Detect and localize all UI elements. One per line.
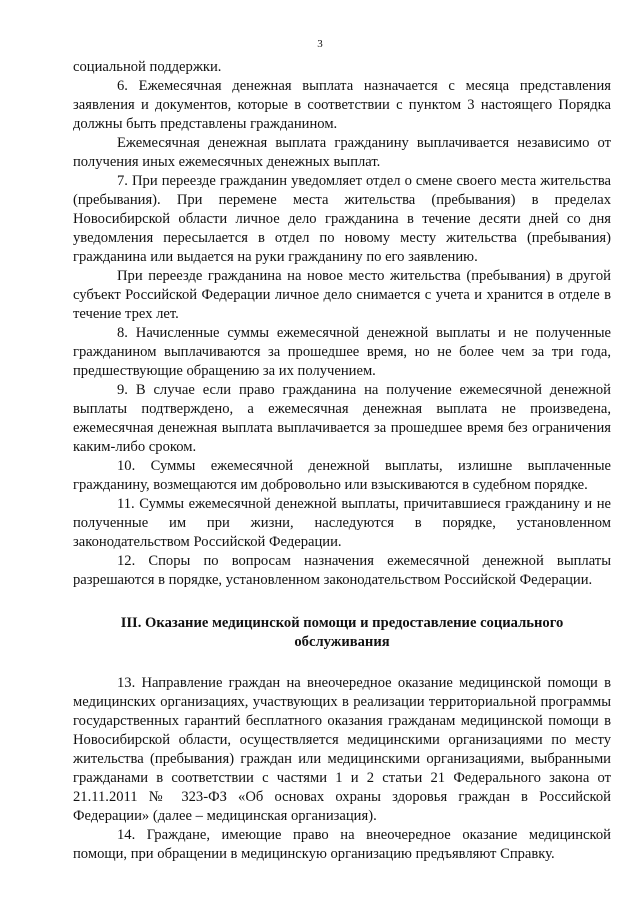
paragraph-7-addendum: При переезде гражданина на новое место жительства (пребывания) в другой субъект Российской Федерации личное дело снимается с учета и хранится в отделе в течение трех лет. (73, 268, 611, 322)
document-body (73, 58, 611, 864)
section-heading: III. Оказание медицинской помощи и предоставление социального обслуживания (120, 615, 564, 650)
paragraph-13: 13. Направление граждан на внеочередное оказание медицинской помощи в медицинских организациях, участвующих в реализации территориальной программы государственных гарантий бесплатного оказания гражданам медицинской помощи в Новосибирской области, осуществляется медицинскими организациями по месту жительства (пребывания) граждан или медицинскими организациями, выбранными гражданами в соответствии с частями 1 и 2 статьи 21 Федерального закона от 21.11.2011 № 323-ФЗ «Об основах охраны здоровья граждан в Российской Федерации» (далее – медицинская организация). (73, 675, 611, 824)
paragraph-6-addendum: Ежемесячная денежная выплата гражданину выплачивается независимо от получения иных ежемесячных денежных выплат. (73, 135, 611, 170)
paragraph-6: 6. Ежемесячная денежная выплата назначается с месяца представления заявления и документов, которые в соответствии с пунктом 3 настоящего Порядка должны быть представлены гражданином. (73, 78, 611, 132)
paragraph-9: 9. В случае если право гражданина на получение ежемесячной денежной выплаты подтверждено, а ежемесячная денежная выплата не произведена, ежемесячная денежная выплата выплачивается за прошедшее время без ограничения каким-либо сроком. (73, 382, 611, 455)
paragraph-8: 8. Начисленные суммы ежемесячной денежной выплаты и не полученные гражданином выплачиваются за прошедшее время, но не более чем за три года, предшествующие обращению за их получением. (73, 325, 611, 379)
page-number: 3 (317, 38, 323, 50)
paragraph-continuation: социальной поддержки. (73, 59, 222, 75)
paragraph-14: 14. Граждане, имеющие право на внеочередное оказание медицинской помощи, при обращении в медицинскую организацию предъявляют Справку. (73, 827, 611, 862)
paragraph-7: 7. При переезде гражданин уведомляет отдел о смене своего места жительства (пребывания). При перемене места жительства (пребывания) в пределах Новосибирской области личное дело гражданина в течение десяти дней со дня уведомления пересылается в отдел по новому месту жительства (пребывания) гражданина или выдается на руки гражданину по его заявлению. (73, 173, 611, 265)
paragraph-10: 10. Суммы ежемесячной денежной выплаты, излишне выплаченные гражданину, возмещаются им добровольно или взыскиваются в судебном порядке. (73, 458, 611, 493)
paragraph-11: 11. Суммы ежемесячной денежной выплаты, причитавшиеся гражданину и не полученные им при жизни, наследуются в порядке, установленном законодательством Российской Федерации. (73, 496, 611, 550)
paragraph-12: 12. Споры по вопросам назначения ежемесячной денежной выплаты разрешаются в порядке, установленном законодательством Российской Федерации. (73, 553, 611, 588)
